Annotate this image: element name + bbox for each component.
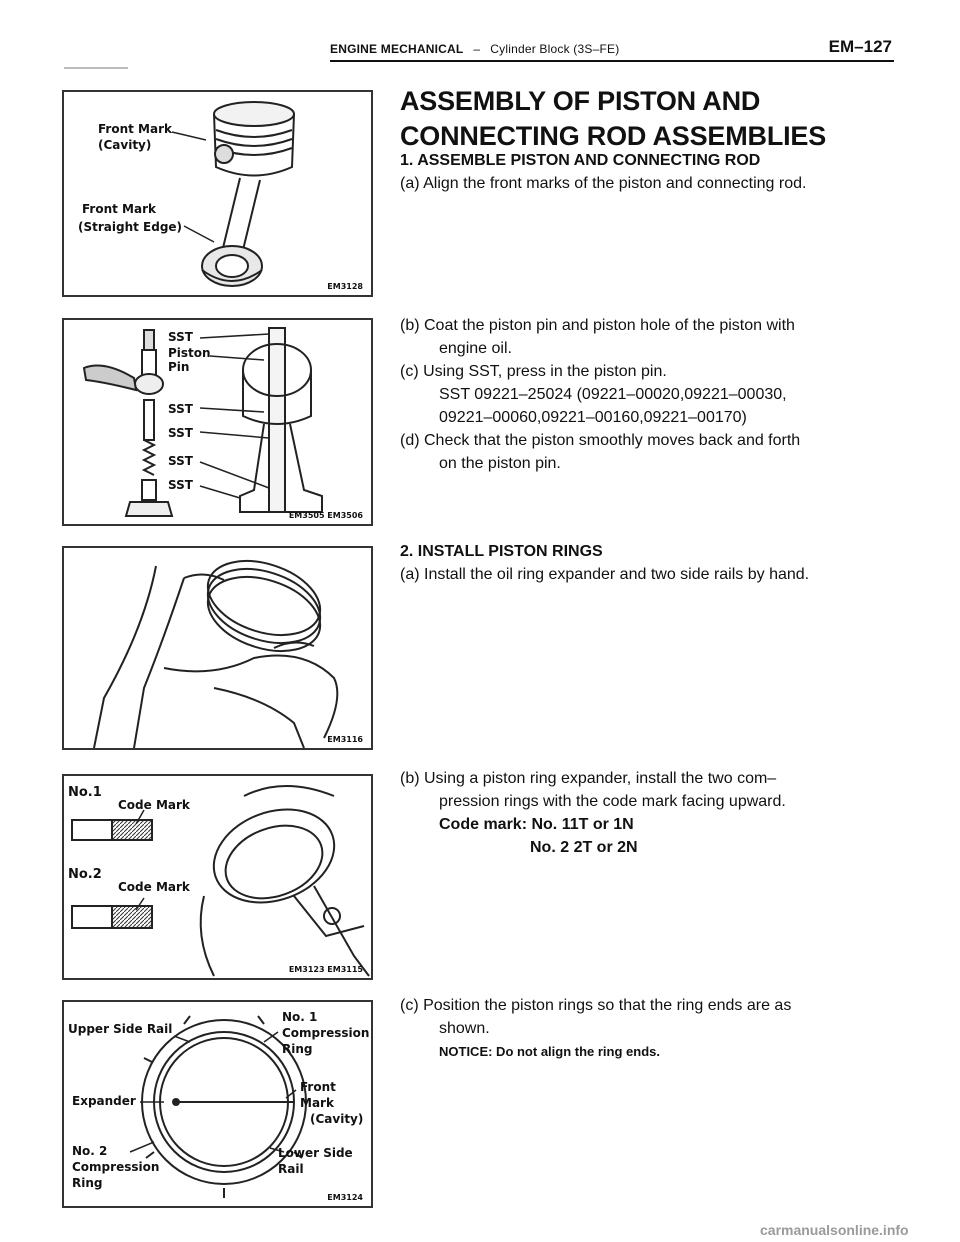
label-front: Front (300, 1080, 336, 1094)
step-2b-line-2: pression rings with the code mark facing upward. (439, 793, 786, 810)
figure-compression-rings (62, 774, 373, 980)
step-2c-line-1: (c) Position the piston rings so that the ring ends are as (400, 997, 792, 1014)
compression-ring-illustration (64, 776, 373, 980)
page-title: ASSEMBLY OF PISTON AND CONNECTING ROD ASSEMBLIES (400, 86, 827, 151)
subsection-title: Cylinder Block (3S–FE) (490, 42, 620, 56)
watermark: carmanualsonline.info (760, 1222, 909, 1238)
label-compression: Compression (282, 1026, 370, 1040)
label-sst: SST (168, 330, 193, 344)
header-rule (330, 60, 894, 62)
notice-text: NOTICE: Do not align the ring ends. (439, 1044, 660, 1059)
step-1-continued (400, 314, 930, 475)
step-2b-code-mark-2: No. 2 2T or 2N (530, 839, 638, 856)
step-1d-line-1: (d) Check that the piston smoothly moves back and forth (400, 432, 801, 449)
step-2c-block (400, 994, 930, 1063)
page-header (330, 26, 894, 62)
label-straight-edge: (Straight Edge) (78, 220, 183, 234)
step-1-block (400, 149, 930, 195)
label-no1: No. 1 (282, 1010, 318, 1024)
step-2b-line-1: (b) Using a piston ring expander, install the two com– (400, 770, 777, 787)
label-piston: Piston (168, 346, 211, 360)
label-cavity: (Cavity) (98, 138, 152, 152)
label-rail: Rail (278, 1162, 304, 1176)
section-title: ENGINE MECHANICAL – Cylinder Block (3S–FE) (330, 42, 620, 56)
label-cavity: (Cavity) (310, 1112, 364, 1126)
figure-code: EM3116 (327, 735, 363, 744)
label-sst: SST (168, 402, 193, 416)
step-1b-line-2: engine oil. (439, 340, 512, 357)
step-2-block (400, 540, 930, 586)
label-pin: Pin (168, 360, 190, 374)
figure-code: EM3123 EM3115 (288, 965, 363, 974)
label-code-mark: Code Mark (118, 798, 190, 812)
label-ring: Ring (72, 1176, 103, 1190)
figure-piston-rod (62, 90, 373, 297)
figure-sst-press (62, 318, 373, 526)
step-1-heading: 1. ASSEMBLE PISTON AND CONNECTING ROD (400, 152, 761, 169)
label-sst: SST (168, 454, 193, 468)
corner-mark (64, 67, 128, 69)
step-1b-line-1: (b) Coat the piston pin and piston hole of the piston with (400, 317, 795, 334)
step-2-heading: 2. INSTALL PISTON RINGS (400, 543, 603, 560)
step-1c-line-3: 09221–00060,09221–00160,09221–00170) (439, 409, 747, 426)
label-front-mark: Front Mark (98, 122, 172, 136)
label-sst: SST (168, 478, 193, 492)
figure-install-oil-ring (62, 546, 373, 750)
figure-code: EM3128 (327, 282, 363, 291)
step-2b-block (400, 767, 930, 859)
figure-ring-positions (62, 1000, 373, 1208)
label-upper-side-rail: Upper Side Rail (68, 1022, 173, 1036)
label-front-mark: Front Mark (82, 202, 156, 216)
page-number: EM–127 (828, 37, 892, 56)
label-no2: No. 2 (72, 1144, 108, 1158)
label-ring: Ring (282, 1042, 313, 1056)
step-1c-line-2: SST 09221–25024 (09221–00020,09221–00030, (439, 386, 787, 403)
step-2c-line-2: shown. (439, 1020, 490, 1037)
sst-press-illustration (64, 320, 373, 526)
label-expander: Expander (72, 1094, 136, 1108)
figure-code: EM3505 EM3506 (288, 511, 363, 520)
figure-code: EM3124 (327, 1193, 363, 1202)
label-compression: Compression (72, 1160, 160, 1174)
label-code-mark: Code Mark (118, 880, 190, 894)
label-mark: Mark (300, 1096, 334, 1110)
label-lower-side-rail: Lower Side (278, 1146, 353, 1160)
label-no2: No.2 (68, 867, 102, 882)
step-2b-code-mark: Code mark: No. 11T or 1N (439, 816, 634, 833)
step-1d-line-2: on the piston pin. (439, 455, 561, 472)
step-1a-text: (a) Align the front marks of the piston and connecting rod. (400, 175, 807, 192)
step-1c-line-1: (c) Using SST, press in the piston pin. (400, 363, 667, 380)
step-2a-text: (a) Install the oil ring expander and two side rails by hand. (400, 566, 810, 583)
label-sst: SST (168, 426, 193, 440)
hands-ring-illustration (64, 548, 373, 750)
label-no1: No.1 (68, 785, 102, 800)
